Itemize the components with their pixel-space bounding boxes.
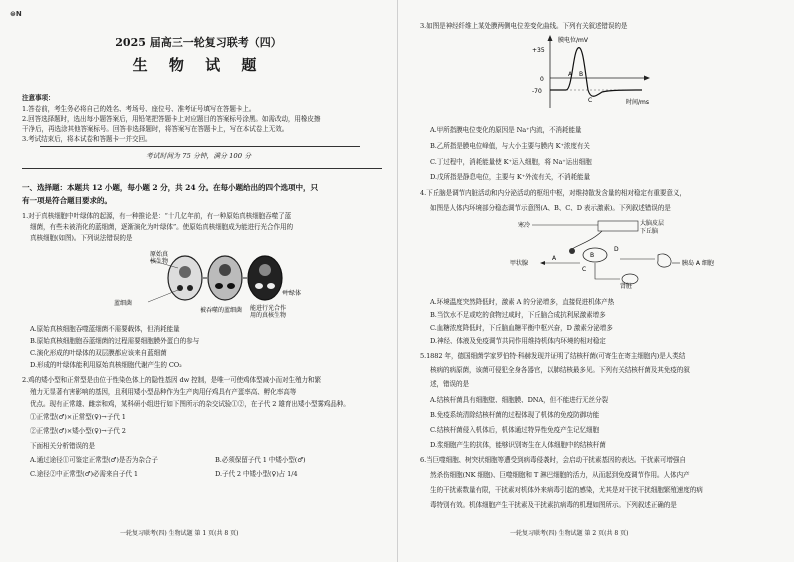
option-c: C.演化形成的叶绿体的双层膜都应该来自蓝细菌 — [30, 349, 167, 357]
point-label: C — [588, 97, 593, 104]
question-stem: 核病的病原菌，该菌可侵犯全身各器官，以肺结核最多见。下列有关结核杆菌及其免疫的叙 — [430, 366, 690, 374]
notice-line: 3.考试结束后，将本试卷和答题卡一并交回。 — [22, 135, 152, 143]
question-stem: 毒特别有效。机体细胞产生干扰素及干扰素抗病毒的机理如图所示。下列叙述正确的是 — [430, 501, 677, 509]
q4-figure — [480, 215, 720, 290]
notice-line: 干净后，再选涂其他答案标号。回答非选择题时，将答案写在答题卡上，写在本试卷上无效。 — [22, 125, 289, 133]
fig-label: 甲状腺 — [510, 260, 529, 267]
fig-label: 能进行光合作 — [250, 305, 287, 312]
option-b: B.乙所指是膜电位峰值，与大小主要与膜内 K⁺浓度有关 — [430, 142, 590, 150]
question-stem: 6.当巨噬细胞、树突状细胞等遭受到病毒侵袭时，会启动干扰素基因的表达。干扰素可增强自 — [420, 456, 686, 464]
axis-tick: 0 — [540, 76, 544, 83]
option-d: D.形成的叶绿体能利用原始真核细胞代谢产生的 CO₂ — [30, 361, 182, 369]
fig-label: 胰岛 A 细胞 — [682, 260, 714, 267]
option-b: B.免疫系统清除结核杆菌的过程体现了机体的免疫防御功能 — [430, 411, 600, 419]
question-stem: 下面相关分析错误的是 — [30, 442, 95, 450]
fig-label: C — [582, 266, 587, 273]
divider — [22, 168, 382, 169]
fig-label: 大脑皮层 — [640, 220, 665, 227]
question-stem: 1.对于真核细胞中叶绿体的起源，有一种推论是：“十几亿年前，有一种原始真核细胞吞噬了蓝 — [22, 212, 292, 220]
cross-1: ①正常型(♂)×正常型(♀)→子代 1 — [30, 413, 126, 421]
axis-tick: +35 — [532, 47, 545, 54]
question-stem: 优点。现有正常雄、雌亲和鸡，某科研小组进行如下图所示的杂交试验①②，在子代 2 雄育出矮小型雾鸡品种。 — [30, 400, 350, 408]
page-fold — [397, 0, 398, 562]
fig-label: 蓝细菌 — [114, 300, 133, 307]
option-c: C.结核杆菌侵入机体后，机体通过特异性免疫产生记忆细胞 — [430, 426, 600, 434]
question-stem: 3.如图是神经纤维上某处膜两侧电位差变化曲线。下列有关叙述错误的是 — [420, 22, 628, 30]
section-heading: 有一项是符合题目要求的。 — [22, 196, 112, 205]
option-d: D.子代 2 中矮小型(♀)占 1/4 — [215, 470, 298, 478]
fig-label: 用的真核生物 — [250, 312, 287, 319]
option-a: A.结核杆菌具有细胞壁、细胞膜、DNA，但不能进行无丝分裂 — [430, 396, 609, 404]
option-c: C.血糖浓度降低时，下丘脑血糖平衡中枢兴奋，D 激素分泌增多 — [430, 324, 613, 332]
notice-line: 1.答卷前，考生务必将自己的姓名、考场号、座位号、准考证号填写在答题卡上。 — [22, 105, 256, 113]
fig-label: 叶绿体 — [283, 290, 302, 297]
q3-figure — [530, 32, 660, 114]
option-c: C.途径②中正常型(♂)必需来自子代 1 — [30, 470, 138, 478]
point-label: B — [579, 71, 584, 78]
question-stem: 真核细胞(如图)。下列说法错误的是 — [30, 234, 133, 242]
notice-line: 2.回答选择题时，选出每小题答案后，用铅笔把答题卡上对应题目的答案标号涂黑。如需改动，用橡皮擦 — [22, 115, 321, 123]
fig-label: 核生物 — [150, 258, 169, 265]
option-d: D.浆细胞产生的抗体，能够识别寄生在人体细胞中的结核杆菌 — [430, 441, 606, 449]
notice-heading: 注意事项： — [22, 94, 55, 102]
logo: ⊜N — [10, 10, 22, 18]
option-b: B.必须保留子代 1 中矮小型(♂) — [215, 456, 306, 464]
option-d: D.戊所指是静息电位，主要与 K⁺外流有关，不消耗能量 — [430, 173, 591, 181]
point-label: A — [568, 71, 573, 78]
axis-tick: -70 — [532, 88, 542, 95]
fig-label: 原始真 — [150, 251, 169, 258]
question-stem: 如图是人体内环境部分稳态调节示意图(A、B、C、D 表示激素)。下列叙述错误的是 — [430, 204, 671, 212]
question-stem: 4.下丘脑是调节内脏活动和内分泌活动的枢纽中枢，对维持散发含量的相对稳定有重要意义， — [420, 189, 686, 197]
question-stem: 殖力无显著有害影响的基因，且利用矮小型品种作为生产肉用仔鸡具有产蛋率高、孵化率高等 — [30, 388, 297, 396]
fig-label: 下丘脑 — [640, 228, 659, 235]
subject-title: 生 物 试 题 — [132, 56, 265, 74]
fig-label: 肾脏 — [620, 283, 633, 290]
fig-label: A — [552, 255, 557, 262]
question-stem: 然杀伤细胞(NK 细胞)、巨噬细胞和 T 淋巴细胞的活力，从而起到免疫调节作用。人体内产 — [430, 471, 690, 479]
axis-label: 时间/ms — [626, 99, 649, 106]
axis-label: 膜电位/mV — [558, 37, 588, 44]
section-heading: 一、选择题：本题共 12 小题，每小题 2 分，共 24 分。在每小题给出的四个选项中，只 — [22, 183, 318, 192]
option-b: B.原始真核细胞胞吞蓝细菌的过程需要细胞膜外蛋白的参与 — [30, 337, 200, 345]
question-stem: 述，错误的是 — [430, 380, 469, 388]
cross-2: ②正常型(♂)×矮小型(♀)→子代 2 — [30, 427, 126, 435]
right-page — [400, 0, 794, 562]
question-stem: 2.鸡的矮小型和正常型是由位于性染色体上的隐性基因 dw 控制，是唯一可使鸡体型减小而对生殖力和繁 — [22, 376, 321, 384]
q1-figure — [110, 248, 310, 320]
divider — [40, 146, 360, 147]
page-footer: 一轮复习联考(四) 生物试题 第 2 页(共 8 页) — [510, 530, 629, 537]
question-stem: 生的干扰素数量有限，干扰素对机体外来病毒引起的感染，尤其是对干扰干扰细胞繁殖速度的病 — [430, 486, 703, 494]
fig-label: D — [614, 246, 619, 253]
option-a: A.通过途径①可鉴定正常型(♂)是否为杂合子 — [30, 456, 158, 464]
question-stem: 5.1882 年，德国细菌学家罗伯特·科赫发现并证明了结核杆菌(可寄生在寄主细胞内)是人类结 — [420, 352, 686, 360]
option-a: A.原始真核细胞吞噬蓝细菌不需要载体，但消耗能量 — [30, 325, 180, 333]
exam-title: 2025 届高三一轮复习联考（四） — [115, 36, 282, 49]
option-a: A.甲所指膜电位变化的原因是 Na⁺内流，不消耗能量 — [430, 126, 582, 134]
option-b: B.当饮水不足或吃的食物过咸时，下丘脑合成抗利尿激素增多 — [430, 311, 606, 319]
option-c: C.丁过程中，消耗能量使 K⁺运入细胞，将 Na⁺运出细胞 — [430, 158, 592, 166]
fig-label: 寒冷 — [518, 222, 531, 229]
fig-label: 被吞噬的蓝细菌 — [200, 307, 243, 314]
time-score: 考试时间为 75 分钟，满分 100 分 — [145, 152, 252, 160]
question-stem: 细菌，有些未被消化的蓝细菌，逐渐演化为叶绿体”。使原始真核细胞成为能进行光合作用的 — [30, 223, 294, 231]
fig-label: B — [590, 252, 595, 259]
option-d: D.神经、体液及免疫调节共同作用维持机体内环境的相对稳定 — [430, 337, 606, 345]
option-a: A.环境温度突然降低时，激素 A 的分泌增多，直接促进机体产热 — [430, 298, 615, 306]
page-footer: 一轮复习联考(四) 生物试题 第 1 页(共 8 页) — [120, 530, 239, 537]
